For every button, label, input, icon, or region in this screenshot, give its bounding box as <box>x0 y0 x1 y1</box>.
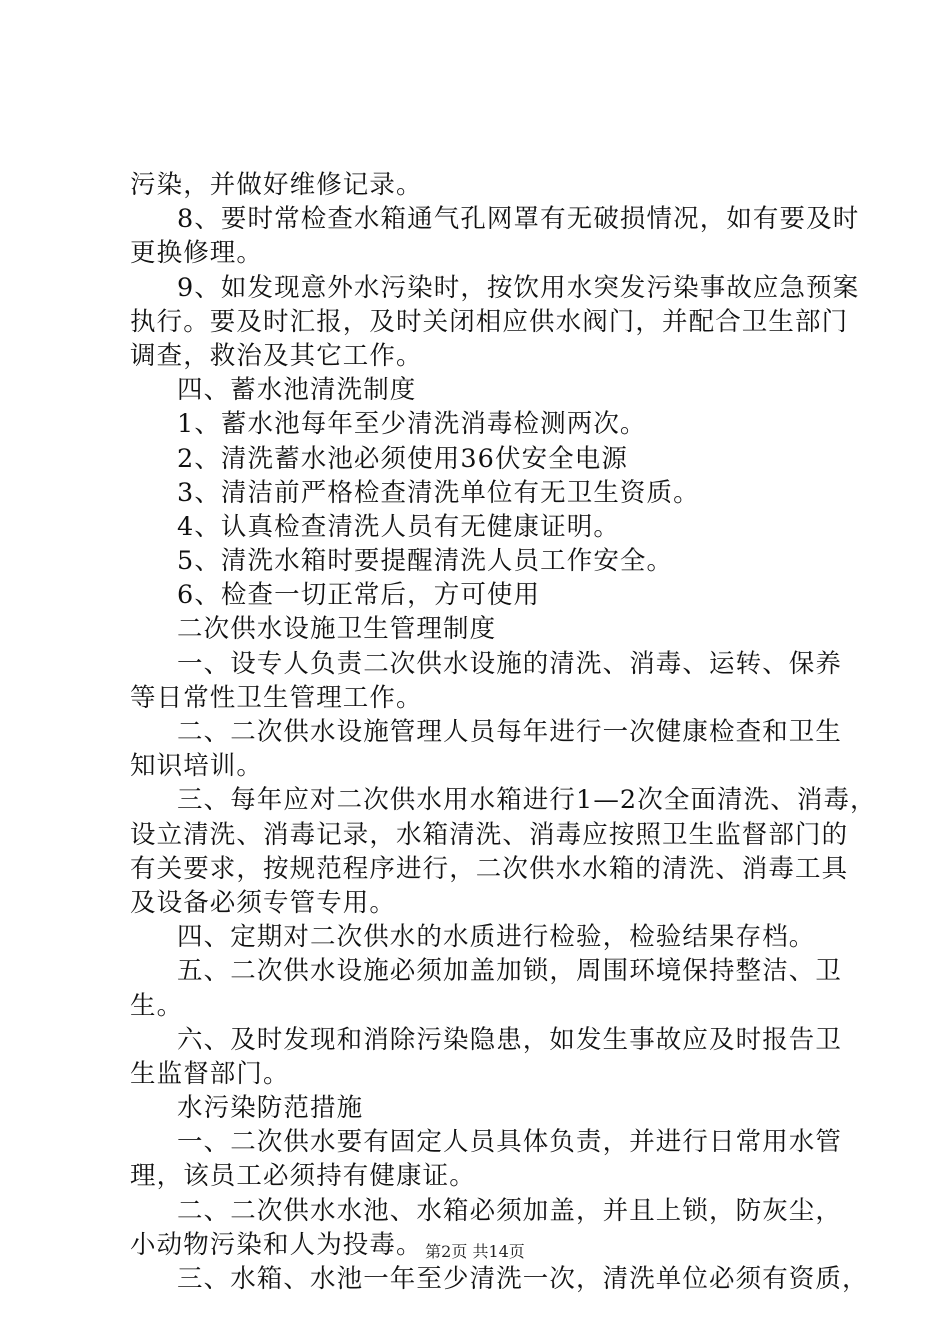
text-line: 调查，救治及其它工作。 <box>130 340 423 371</box>
text-line: 二、二次供水水池、水箱必须加盖，并且上锁，防灰尘， <box>177 1195 843 1226</box>
text-line: 设立清洗、消毒记录，水箱清洗、消毒应按照卫生监督部门的 <box>130 819 849 850</box>
text-line: 污染，并做好维修记录。 <box>130 170 423 200</box>
text-line: 有关要求，按规范程序进行，二次供水水箱的清洗、消毒工具 <box>130 853 849 884</box>
text-line: 知识培训。 <box>130 751 264 782</box>
text-line: 生监督部门。 <box>130 1058 290 1089</box>
text-line: 小动物污染和人为投毒。 <box>130 1229 423 1260</box>
text-line: 生。 <box>130 990 184 1021</box>
page-indicator: 第2页 共14页 <box>425 1242 525 1261</box>
text-line: 及设备必须专管专用。 <box>130 887 397 918</box>
text-line: 六、及时发现和消除污染隐患，如发生事故应及时报告卫 <box>177 1024 843 1055</box>
text-line: 一、设专人负责二次供水设施的清洗、消毒、运转、保养 <box>177 648 843 679</box>
text-line: 1、蓄水池每年至少清洗消毒检测两次。 <box>177 409 647 440</box>
text-line: 2、清洗蓄水池必须使用36伏安全电源 <box>177 443 628 474</box>
text-line: 8、要时常检查水箱通气孔网罩有无破损情况，如有要及时 <box>177 204 860 235</box>
text-line: 6、检查一切正常后，方可使用 <box>177 580 541 611</box>
text-line: 理，该员工必须持有健康证。 <box>130 1161 476 1192</box>
page-footer <box>0 1242 950 1262</box>
text-line: 四、定期对二次供水的水质进行检验，检验结果存档。 <box>177 922 816 953</box>
text-line: 三、每年应对二次供水用水箱进行1—2次全面清洗、消毒， <box>177 785 877 816</box>
text-line: 执行。要及时汇报，及时关闭相应供水阀门，并配合卫生部门 <box>130 306 849 337</box>
text-line: 更换修理。 <box>130 238 264 269</box>
text-line: 9、如发现意外水污染时，按饮用水突发污染事故应急预案 <box>177 272 860 303</box>
text-line: 4、认真检查清洗人员有无健康证明。 <box>177 511 620 542</box>
text-line: 五、二次供水设施必须加盖加锁，周围环境保持整洁、卫 <box>177 956 843 987</box>
section-heading: 四、蓄水池清洗制度 <box>177 375 417 406</box>
section-heading: 二次供水设施卫生管理制度 <box>177 614 497 645</box>
section-heading: 水污染防范措施 <box>177 1093 364 1124</box>
document-body <box>130 168 877 1296</box>
text-line: 一、二次供水要有固定人员具体负责，并进行日常用水管 <box>177 1127 843 1158</box>
text-line: 3、清洁前严格检查清洗单位有无卫生资质。 <box>177 477 700 508</box>
text-line: 二、二次供水设施管理人员每年进行一次健康检查和卫生 <box>177 717 843 747</box>
text-line: 三、水箱、水池一年至少清洗一次，清洗单位必须有资质， <box>177 1264 869 1294</box>
text-line: 等日常性卫生管理工作。 <box>130 682 423 713</box>
text-line: 5、清洗水箱时要提醒清洗人员工作安全。 <box>177 546 674 577</box>
